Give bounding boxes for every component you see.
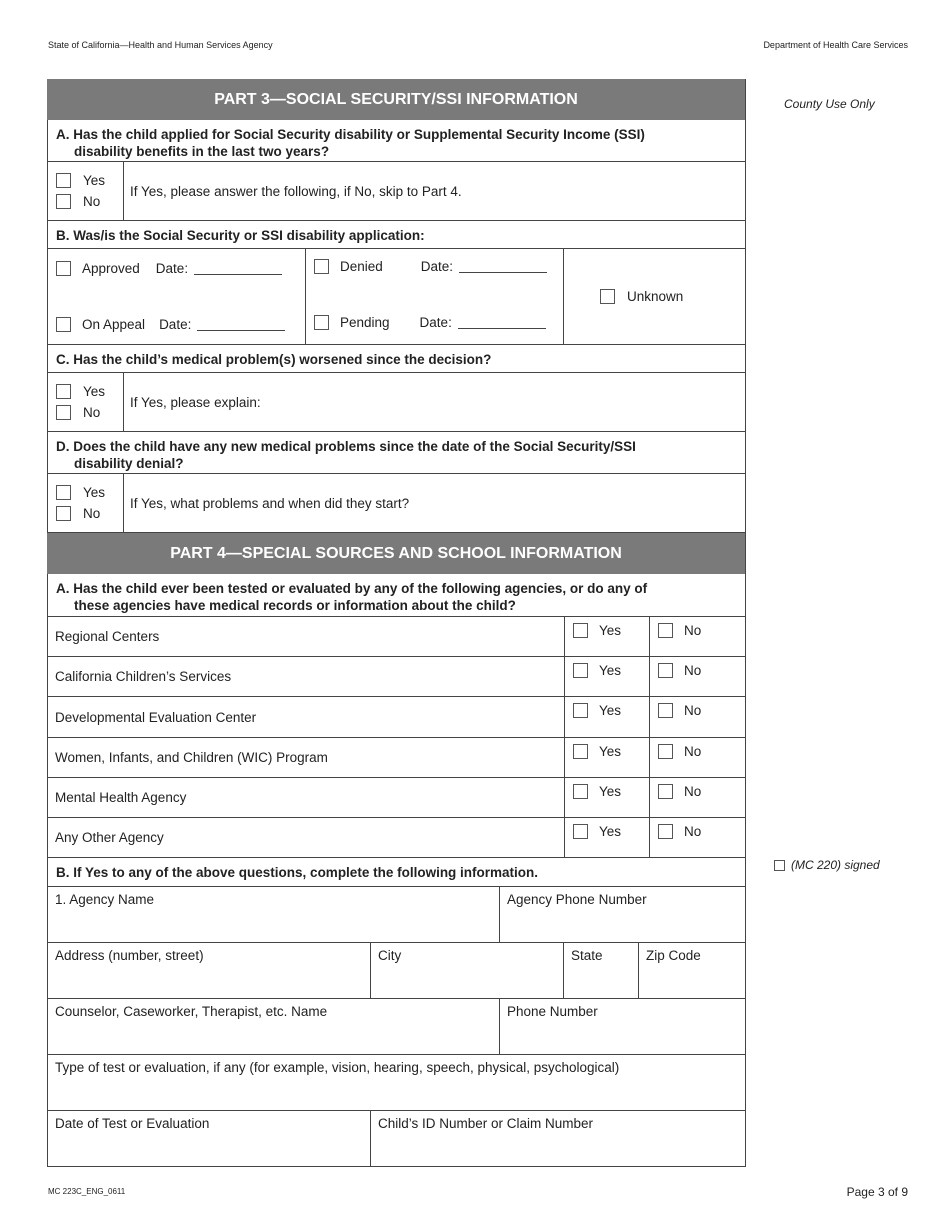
agency-no-cell	[649, 778, 745, 817]
test-date-row	[47, 1111, 745, 1167]
part3-qa-line1: A. Has the child applied for Social Security disability or Supplemental Security Income (SSI)	[56, 127, 645, 142]
agency-row	[47, 738, 745, 778]
part4-question-a	[47, 574, 745, 617]
agency-yes-checkbox[interactable]	[573, 784, 588, 799]
agency-row	[47, 657, 745, 697]
agency-row-label: Mental Health Agency	[55, 790, 187, 805]
on-appeal-date-label: Date:	[159, 317, 192, 332]
part3-qa-prompt: If Yes, please answer the following, if No, skip to Part 4.	[130, 183, 462, 199]
agency-no-checkbox[interactable]	[658, 744, 673, 759]
agency-row	[47, 617, 745, 657]
agency-row	[47, 778, 745, 818]
agency-no-checkbox[interactable]	[658, 824, 673, 839]
agency-yes-checkbox[interactable]	[573, 703, 588, 718]
test-type-row	[47, 1055, 745, 1111]
agency-no-cell	[649, 738, 745, 777]
part3-qd-prompt: If Yes, what problems and when did they start?	[130, 495, 410, 511]
part3-qa-line2: disability benefits in the last two years?	[74, 144, 330, 159]
part3-qc-prompt: If Yes, please explain:	[130, 394, 261, 410]
part3-qd-yes-no	[48, 474, 124, 532]
no-label: No	[684, 784, 702, 799]
mc220-label: (MC 220) signed	[791, 858, 880, 872]
yes-label: Yes	[599, 663, 622, 678]
agency-header-right: Department of Health Care Services	[763, 40, 908, 50]
denied-date-label: Date:	[420, 259, 454, 274]
agency-name-field[interactable]: 1. Agency Name	[55, 892, 155, 907]
mc220-signed	[774, 858, 880, 872]
part3-qc-yes-checkbox[interactable]	[56, 384, 71, 399]
part3-question-b: B. Was/is the Social Security or SSI disability application:	[47, 221, 745, 249]
part4-question-b: B. If Yes to any of the above questions, complete the following information.	[47, 858, 745, 887]
part3-qd-answer-row	[47, 474, 745, 533]
no-label: No	[83, 506, 101, 521]
yes-label: Yes	[599, 744, 622, 759]
part3-qc-answer-row	[47, 373, 745, 432]
denied-label: Denied	[340, 259, 383, 274]
state-field[interactable]: State	[563, 943, 638, 998]
on-appeal-checkbox[interactable]	[56, 317, 71, 332]
part3-qa-no-checkbox[interactable]	[56, 194, 71, 209]
part3-qd-yes-checkbox[interactable]	[56, 485, 71, 500]
yes-label: Yes	[599, 623, 622, 638]
agency-no-checkbox[interactable]	[658, 703, 673, 718]
page-number: Page 3 of 9	[846, 1185, 908, 1199]
agency-yes-checkbox[interactable]	[573, 663, 588, 678]
agency-yes-cell	[564, 818, 649, 857]
agency-yes-cell	[564, 617, 649, 656]
agency-yes-cell	[564, 778, 649, 817]
agency-yes-checkbox[interactable]	[573, 623, 588, 638]
approved-date-label: Date:	[155, 261, 189, 276]
part3-qc-no-checkbox[interactable]	[56, 405, 71, 420]
yes-label: Yes	[599, 703, 622, 718]
agency-yes-checkbox[interactable]	[573, 824, 588, 839]
unknown-label: Unknown	[627, 289, 684, 304]
agency-row	[47, 818, 745, 858]
part4-qa-line2: these agencies have medical records or information about the child?	[74, 598, 516, 613]
denied-date-field[interactable]	[459, 260, 547, 273]
test-date-field[interactable]: Date of Test or Evaluation	[55, 1116, 210, 1131]
part4-qa-line1: A. Has the child ever been tested or evaluated by any of the following agencies, or do any of	[56, 581, 648, 596]
agency-yes-checkbox[interactable]	[573, 744, 588, 759]
pending-date-field[interactable]	[458, 316, 546, 329]
ssi-form	[47, 79, 746, 1167]
child-id-field[interactable]: Child’s ID Number or Claim Number	[370, 1111, 745, 1166]
counselor-row	[47, 999, 745, 1055]
test-type-field[interactable]: Type of test or evaluation, if any (for example, vision, hearing, speech, physical, psychological)	[55, 1060, 620, 1075]
part3-qa-yes-checkbox[interactable]	[56, 173, 71, 188]
no-label: No	[684, 663, 702, 678]
no-label: No	[684, 623, 702, 638]
on-appeal-label: On Appeal	[82, 317, 146, 332]
address-field[interactable]: Address (number, street)	[55, 948, 204, 963]
unknown-checkbox[interactable]	[600, 289, 615, 304]
agency-row-label: Regional Centers	[55, 629, 160, 644]
part4-title: PART 4—SPECIAL SOURCES AND SCHOOL INFORMATION	[47, 533, 745, 574]
part3-qc-yes-no	[48, 373, 124, 431]
agency-name-row	[47, 887, 745, 943]
agency-yes-cell	[564, 657, 649, 696]
yes-label: Yes	[83, 485, 106, 500]
agency-row-label: Developmental Evaluation Center	[55, 709, 257, 725]
zip-code-field[interactable]: Zip Code	[638, 943, 745, 998]
yes-label: Yes	[83, 173, 106, 188]
pending-label: Pending	[340, 315, 390, 330]
part3-qd-line2: disability denial?	[74, 456, 184, 471]
part3-qa-answer-row	[47, 162, 745, 221]
agency-no-cell	[649, 657, 745, 696]
no-label: No	[684, 703, 702, 718]
agency-row	[47, 697, 745, 738]
part3-question-a	[47, 120, 745, 162]
yes-label: Yes	[599, 784, 622, 799]
pending-checkbox[interactable]	[314, 315, 329, 330]
on-appeal-date-field[interactable]	[197, 318, 285, 331]
no-label: No	[83, 405, 101, 420]
agency-no-cell	[649, 818, 745, 857]
part3-qd-no-checkbox[interactable]	[56, 506, 71, 521]
agency-row-label: Women, Infants, and Children (WIC) Program	[55, 750, 328, 765]
part3-qd-line1: D. Does the child have any new medical problems since the date of the Social Security/SSI	[56, 439, 636, 454]
part3-question-c: C. Has the child’s medical problem(s) worsened since the decision?	[47, 345, 745, 373]
form-code: MC 223C_ENG_0611	[48, 1187, 126, 1196]
no-label: No	[83, 194, 101, 209]
denied-pending-cell	[306, 249, 564, 344]
agency-no-checkbox[interactable]	[658, 663, 673, 678]
agency-no-checkbox[interactable]	[658, 784, 673, 799]
agency-row-label: California Children’s Services	[55, 669, 232, 684]
approved-date-field[interactable]	[194, 262, 282, 275]
part3-qa-yes-no	[48, 162, 124, 220]
approved-label: Approved	[82, 261, 140, 276]
agency-yes-cell	[564, 738, 649, 777]
county-use-label: County Use Only	[784, 97, 875, 111]
yes-label: Yes	[83, 384, 106, 399]
agency-phone-field[interactable]: Agency Phone Number	[499, 887, 745, 942]
agency-no-cell	[649, 697, 745, 737]
agency-yes-cell	[564, 697, 649, 737]
no-label: No	[684, 824, 702, 839]
mc220-checkbox[interactable]	[774, 860, 785, 871]
unknown-cell	[564, 249, 745, 344]
agency-row-label: Any Other Agency	[55, 830, 164, 845]
phone-number-field[interactable]: Phone Number	[499, 999, 745, 1054]
approved-checkbox[interactable]	[56, 261, 71, 276]
agency-header-left: State of California—Health and Human Services Agency	[48, 40, 273, 50]
pending-date-label: Date:	[419, 315, 452, 330]
yes-label: Yes	[599, 824, 622, 839]
agency-no-checkbox[interactable]	[658, 623, 673, 638]
counselor-name-field[interactable]: Counselor, Caseworker, Therapist, etc. Name	[55, 1004, 328, 1019]
part3-question-d	[47, 432, 745, 474]
agency-no-cell	[649, 617, 745, 656]
address-row	[47, 943, 745, 999]
denied-checkbox[interactable]	[314, 259, 329, 274]
part3-qb-status-row	[47, 249, 745, 345]
no-label: No	[684, 744, 702, 759]
part3-title: PART 3—SOCIAL SECURITY/SSI INFORMATION	[47, 79, 745, 120]
approved-appeal-cell	[48, 249, 306, 344]
city-field[interactable]: City	[370, 943, 563, 998]
